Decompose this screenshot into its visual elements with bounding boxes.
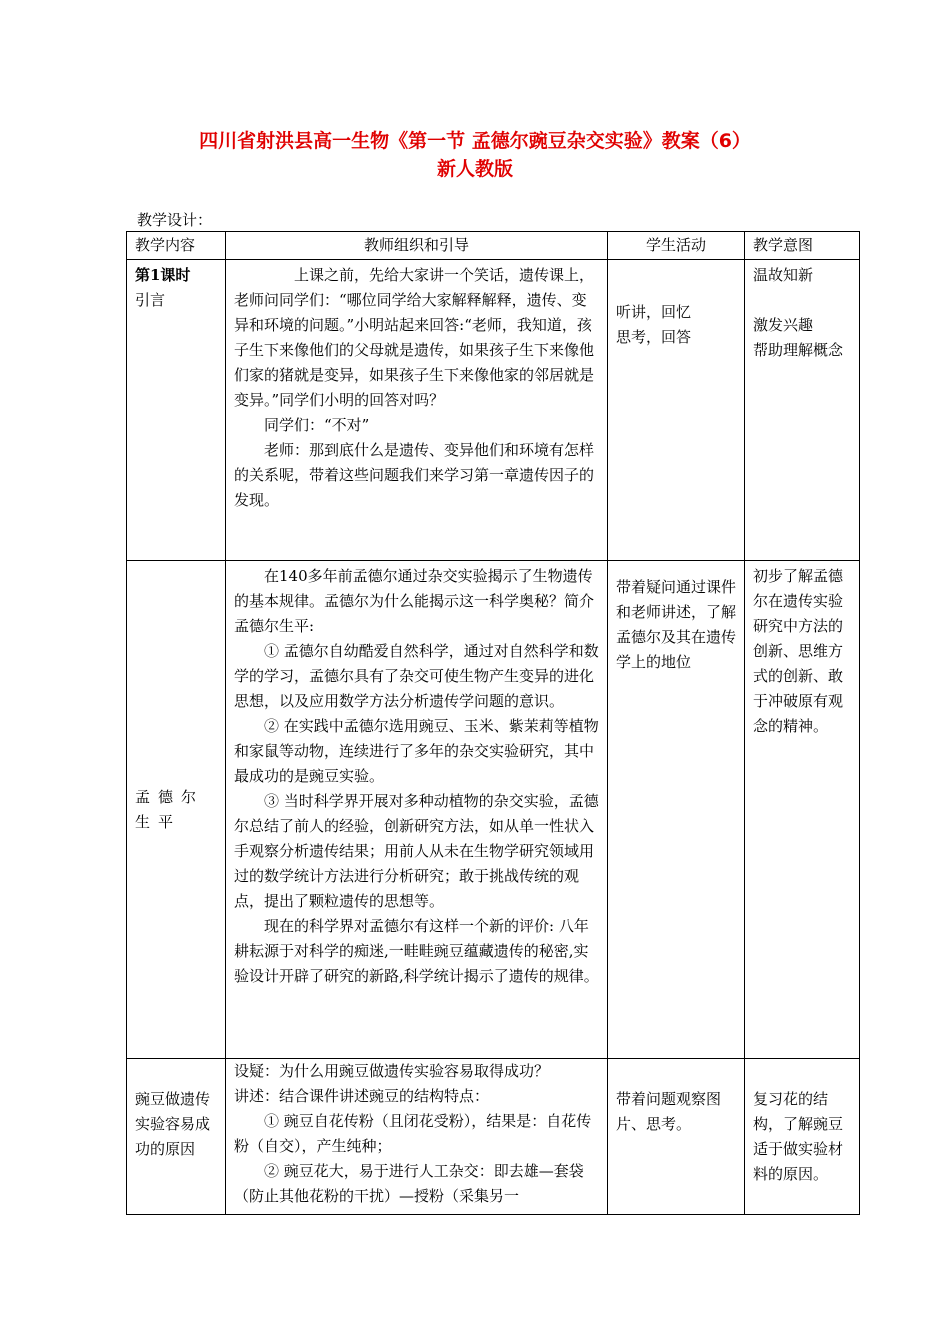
row2-teacher-para: ① 孟德尔自幼酷爱自然科学，通过对自然科学和数学的学习，孟德尔具有了杂交可使生物产生变异的进化思想，以及应用数学方法分析遗传学问题的意识。 — [234, 642, 599, 710]
row3-intent-cell — [745, 1059, 860, 1215]
row1-student-line: 听讲，回忆 — [616, 303, 692, 321]
row1-intent-line: 温故知新 — [753, 266, 814, 284]
table-row — [127, 1059, 860, 1215]
row1-intent-line: 激发兴趣 — [753, 316, 814, 334]
row1-teacher-para: 上课之前，先给大家讲一个笑话，遗传课上，老师问同学们：“哪位同学给大家解释解释，遗传、变异和环境的问题。”小明站起来回答:“老师，我知道，孩子生下来像他们的父母就是遗传，如果孩子生下来像他们家的猪就是变异，如果孩子生下来像他家的邻居就是变异。”同学们小明的回答对吗？ — [234, 266, 595, 409]
document-title-line1: 四川省射洪县高一生物《第一节 孟德尔豌豆杂交实验》教案（6） — [199, 130, 751, 152]
lesson-plan-table — [126, 231, 860, 1215]
header-intent: 教学意图 — [745, 232, 860, 260]
document-title-line2: 新人教版 — [436, 158, 513, 180]
row1-teacher-cell — [226, 260, 608, 561]
row1-teacher-para: 老师：那到底什么是遗传、变异他们和环境有怎样的关系呢，带着这些问题我们来学习第一章遗传因子的发现。 — [234, 441, 595, 509]
table-row — [127, 260, 860, 561]
row1-teacher-para: 同学们：“不对” — [264, 416, 370, 434]
row1-content-cell — [127, 260, 226, 561]
header-content: 教学内容 — [127, 232, 226, 260]
section-label: 教学设计： — [137, 211, 213, 229]
row2-teacher-para: 现在的科学界对孟德尔有这样一个新的评价: 八年耕耘源于对科学的痴迷,一畦畦豌豆蕴藏遗传的秘密,实验设计开辟了研究的新路,科学统计揭示了遗传的规律。 — [234, 917, 599, 985]
row3-teacher-cell — [226, 1059, 608, 1215]
row3-teacher-para: ② 豌豆花大，易于进行人工杂交：即去雄—套袋（防止其他花粉的干扰）—授粉（采集另一 — [234, 1162, 584, 1205]
row2-teacher-para: ② 在实践中孟德尔选用豌豆、玉米、紫茉莉等植物和家鼠等动物，连续进行了多年的杂交实验研究，其中最成功的是豌豆实验。 — [234, 717, 599, 785]
row3-student-cell — [608, 1059, 745, 1215]
row2-intent-cell — [745, 561, 860, 1059]
row3-content-cell — [127, 1059, 226, 1215]
row1-intent-line: 帮助理解概念 — [753, 341, 844, 359]
row3-student: 带着问题观察图片、思考。 — [616, 1090, 722, 1133]
row2-teacher-para: ③ 当时科学界开展对多种动植物的杂交实验，孟德尔总结了前人的经验，创新研究方法，如从单一性状入手观察分析遗传结果；用前人从未在生物学研究领域用过的数学统计方法进行分析研究；敢于挑战传统的观点，提出了颗粒遗传的思想等。 — [234, 792, 599, 910]
row3-teacher-para: 讲述：结合课件讲述豌豆的结构特点： — [234, 1087, 490, 1105]
table-row — [127, 561, 860, 1059]
row1-lesson-number: 第1课时 — [135, 266, 191, 284]
row3-teacher-para: 设疑：为什么用豌豆做遗传实验容易取得成功？ — [234, 1062, 550, 1080]
row3-teacher-para: ① 豌豆自花传粉（且闭花受粉），结果是：自花传粉（自交），产生纯种； — [234, 1112, 592, 1155]
row2-student: 带着疑问通过课件和老师讲述，了解孟德尔及其在遗传学上的地位 — [616, 578, 737, 671]
row1-content: 引言 — [135, 291, 166, 309]
row2-teacher-para: 在140多年前孟德尔通过杂交实验揭示了生物遗传的基本规律。孟德尔为什么能揭示这一科学奥秘？简介孟德尔生平: — [234, 567, 595, 635]
row1-student-cell — [608, 260, 745, 561]
row2-content-cell — [127, 561, 226, 1059]
header-student: 学生活动 — [608, 232, 745, 260]
row2-teacher-cell — [226, 561, 608, 1059]
row1-intent-cell — [745, 260, 860, 561]
row2-student-cell — [608, 561, 745, 1059]
row3-intent: 复习花的结构，了解豌豆适于做实验材料的原因。 — [753, 1090, 844, 1183]
row2-intent: 初步了解孟德尔在遗传实验研究中方法的创新、思维方式的创新、敢于冲破原有观念的精神。 — [753, 567, 844, 735]
header-teacher: 教师组织和引导 — [226, 232, 608, 260]
table-header-row — [127, 232, 860, 260]
row1-student-line: 思考，回答 — [616, 328, 692, 346]
row2-content: 孟德尔生平 — [135, 787, 205, 831]
row3-content: 豌豆做遗传实验容易成功的原因 — [135, 1090, 211, 1158]
